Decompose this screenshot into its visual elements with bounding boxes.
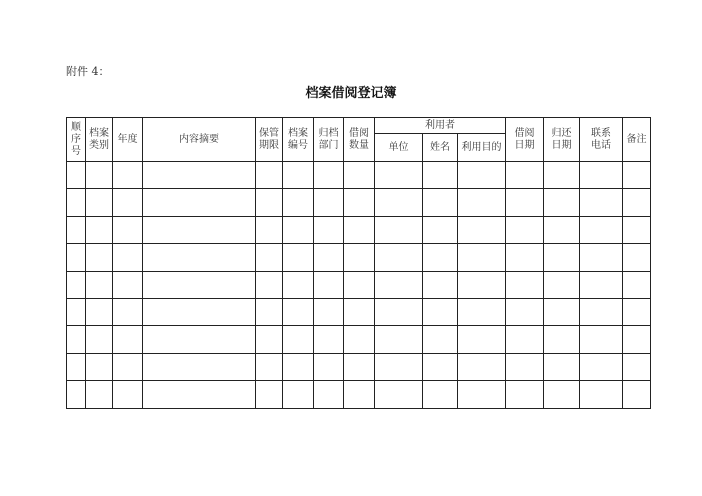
cell-phone[interactable] [580, 271, 623, 298]
cell-dept[interactable] [314, 381, 344, 408]
cell-category[interactable] [86, 189, 113, 216]
col-qty-header-line: 数量 [349, 139, 369, 151]
cell-seq[interactable] [67, 271, 86, 298]
cell-category[interactable] [86, 162, 113, 189]
cell-retention[interactable] [256, 244, 283, 271]
cell-year[interactable] [113, 162, 143, 189]
cell-borrow-date[interactable] [506, 381, 544, 408]
cell-summary[interactable] [143, 162, 256, 189]
cell-summary[interactable] [143, 271, 256, 298]
cell-summary[interactable] [143, 381, 256, 408]
col-qty-header-line: 借阅 [349, 127, 369, 139]
cell-name[interactable] [423, 216, 458, 243]
col-dept-header-line: 部门 [318, 139, 339, 151]
col-seq-header-line: 顺 [71, 121, 81, 133]
cell-file-no[interactable] [283, 353, 314, 380]
cell-return-date[interactable] [544, 271, 580, 298]
cell-borrow-date[interactable] [506, 216, 544, 243]
cell-name[interactable] [423, 244, 458, 271]
table-row [67, 162, 651, 189]
cell-year[interactable] [113, 381, 143, 408]
cell-qty[interactable] [344, 326, 375, 353]
col-category-header [86, 118, 113, 162]
cell-unit[interactable] [375, 326, 423, 353]
cell-remark[interactable] [623, 162, 651, 189]
cell-unit[interactable] [375, 298, 423, 325]
cell-borrow-date[interactable] [506, 326, 544, 353]
table-row [67, 189, 651, 216]
page-title: 档案借阅登记簿 [305, 86, 397, 101]
cell-return-date[interactable] [544, 326, 580, 353]
col-seq-header-line: 号 [71, 145, 81, 157]
table-row [67, 271, 651, 298]
cell-remark[interactable] [623, 216, 651, 243]
col-dept-header [314, 118, 344, 162]
cell-return-date[interactable] [544, 189, 580, 216]
borrow-register-table [66, 117, 651, 409]
col-file-no-header [283, 118, 314, 162]
cell-purpose[interactable] [458, 381, 506, 408]
cell-seq[interactable] [67, 244, 86, 271]
cell-dept[interactable] [314, 298, 344, 325]
col-return-date-header [544, 118, 580, 162]
col-phone-header-line: 电话 [591, 139, 612, 151]
col-borrow-date-header [506, 118, 544, 162]
table-row [67, 381, 651, 408]
cell-summary[interactable] [143, 189, 256, 216]
cell-borrow-date[interactable] [506, 244, 544, 271]
cell-name[interactable] [423, 271, 458, 298]
cell-remark[interactable] [623, 381, 651, 408]
cell-purpose[interactable] [458, 189, 506, 216]
table-row [67, 298, 651, 325]
cell-summary[interactable] [143, 298, 256, 325]
cell-phone[interactable] [580, 189, 623, 216]
col-unit-header: 单位 [375, 134, 423, 162]
cell-retention[interactable] [256, 381, 283, 408]
cell-year[interactable] [113, 189, 143, 216]
cell-unit[interactable] [375, 189, 423, 216]
cell-unit[interactable] [375, 244, 423, 271]
cell-file-no[interactable] [283, 162, 314, 189]
cell-year[interactable] [113, 298, 143, 325]
cell-qty[interactable] [344, 298, 375, 325]
table-row [67, 216, 651, 243]
cell-dept[interactable] [314, 326, 344, 353]
cell-borrow-date[interactable] [506, 298, 544, 325]
cell-file-no[interactable] [283, 216, 314, 243]
col-retention-header [256, 118, 283, 162]
cell-purpose[interactable] [458, 244, 506, 271]
cell-name[interactable] [423, 381, 458, 408]
cell-seq[interactable] [67, 326, 86, 353]
cell-dept[interactable] [314, 189, 344, 216]
cell-year[interactable] [113, 216, 143, 243]
cell-year[interactable] [113, 326, 143, 353]
cell-seq[interactable] [67, 162, 86, 189]
cell-remark[interactable] [623, 298, 651, 325]
cell-qty[interactable] [344, 216, 375, 243]
cell-phone[interactable] [580, 216, 623, 243]
cell-name[interactable] [423, 353, 458, 380]
cell-unit[interactable] [375, 271, 423, 298]
table-row [67, 244, 651, 271]
cell-file-no[interactable] [283, 244, 314, 271]
col-user-group-header: 利用者 [375, 118, 506, 134]
col-seq-header-line: 序 [71, 133, 81, 145]
cell-category[interactable] [86, 326, 113, 353]
table-row [67, 353, 651, 380]
col-year-header: 年度 [113, 118, 143, 162]
cell-category[interactable] [86, 353, 113, 380]
cell-summary[interactable] [143, 244, 256, 271]
attachment-label: 附件 4： [66, 65, 110, 78]
table-body [67, 162, 651, 409]
cell-file-no[interactable] [283, 189, 314, 216]
cell-name[interactable] [423, 162, 458, 189]
col-retention-header-line: 保管 [259, 127, 279, 139]
cell-retention[interactable] [256, 189, 283, 216]
cell-file-no[interactable] [283, 298, 314, 325]
cell-purpose[interactable] [458, 298, 506, 325]
cell-dept[interactable] [314, 244, 344, 271]
cell-file-no[interactable] [283, 271, 314, 298]
cell-qty[interactable] [344, 381, 375, 408]
cell-file-no[interactable] [283, 381, 314, 408]
cell-category[interactable] [86, 381, 113, 408]
cell-year[interactable] [113, 244, 143, 271]
table-header [67, 118, 651, 162]
cell-purpose[interactable] [458, 216, 506, 243]
cell-unit[interactable] [375, 353, 423, 380]
cell-dept[interactable] [314, 162, 344, 189]
cell-phone[interactable] [580, 353, 623, 380]
cell-summary[interactable] [143, 216, 256, 243]
cell-seq[interactable] [67, 189, 86, 216]
cell-return-date[interactable] [544, 298, 580, 325]
col-file-no-header-line: 档案 [288, 127, 308, 139]
col-return-date-header-line: 日期 [551, 139, 572, 151]
cell-phone[interactable] [580, 326, 623, 353]
table-row [67, 326, 651, 353]
col-dept-header-line: 归档 [318, 127, 339, 139]
cell-borrow-date[interactable] [506, 353, 544, 380]
cell-return-date[interactable] [544, 162, 580, 189]
cell-borrow-date[interactable] [506, 189, 544, 216]
cell-year[interactable] [113, 271, 143, 298]
cell-retention[interactable] [256, 162, 283, 189]
cell-remark[interactable] [623, 271, 651, 298]
cell-file-no[interactable] [283, 326, 314, 353]
cell-summary[interactable] [143, 326, 256, 353]
cell-category[interactable] [86, 271, 113, 298]
cell-phone[interactable] [580, 381, 623, 408]
cell-seq[interactable] [67, 216, 86, 243]
col-phone-header [580, 118, 623, 162]
col-purpose-header: 利用目的 [458, 134, 506, 162]
col-remark-header: 备注 [623, 118, 651, 162]
cell-summary[interactable] [143, 353, 256, 380]
col-seq-header [67, 118, 86, 162]
cell-seq[interactable] [67, 353, 86, 380]
cell-qty[interactable] [344, 162, 375, 189]
cell-unit[interactable] [375, 216, 423, 243]
cell-return-date[interactable] [544, 216, 580, 243]
cell-name[interactable] [423, 298, 458, 325]
cell-seq[interactable] [67, 298, 86, 325]
cell-phone[interactable] [580, 162, 623, 189]
cell-retention[interactable] [256, 298, 283, 325]
col-return-date-header-line: 归还 [551, 127, 572, 139]
cell-category[interactable] [86, 216, 113, 243]
cell-unit[interactable] [375, 162, 423, 189]
cell-remark[interactable] [623, 326, 651, 353]
col-category-header-line: 类别 [89, 139, 109, 151]
cell-phone[interactable] [580, 244, 623, 271]
cell-year[interactable] [113, 353, 143, 380]
cell-seq[interactable] [67, 381, 86, 408]
cell-retention[interactable] [256, 326, 283, 353]
cell-dept[interactable] [314, 353, 344, 380]
cell-name[interactable] [423, 326, 458, 353]
col-borrow-date-header-line: 日期 [514, 139, 535, 151]
cell-return-date[interactable] [544, 353, 580, 380]
cell-purpose[interactable] [458, 353, 506, 380]
cell-retention[interactable] [256, 271, 283, 298]
cell-borrow-date[interactable] [506, 162, 544, 189]
col-retention-header-line: 期限 [259, 139, 279, 151]
col-name-header: 姓名 [423, 134, 458, 162]
cell-phone[interactable] [580, 298, 623, 325]
cell-category[interactable] [86, 298, 113, 325]
cell-return-date[interactable] [544, 381, 580, 408]
col-phone-header-line: 联系 [591, 127, 612, 139]
cell-unit[interactable] [375, 381, 423, 408]
cell-name[interactable] [423, 189, 458, 216]
cell-qty[interactable] [344, 189, 375, 216]
col-file-no-header-line: 编号 [288, 139, 308, 151]
col-qty-header [344, 118, 375, 162]
cell-dept[interactable] [314, 216, 344, 243]
cell-remark[interactable] [623, 189, 651, 216]
cell-qty[interactable] [344, 271, 375, 298]
cell-retention[interactable] [256, 216, 283, 243]
col-summary-header: 内容摘要 [143, 118, 256, 162]
cell-dept[interactable] [314, 271, 344, 298]
cell-borrow-date[interactable] [506, 271, 544, 298]
cell-remark[interactable] [623, 244, 651, 271]
cell-qty[interactable] [344, 244, 375, 271]
cell-return-date[interactable] [544, 244, 580, 271]
cell-purpose[interactable] [458, 162, 506, 189]
col-borrow-date-header-line: 借阅 [514, 127, 535, 139]
cell-retention[interactable] [256, 353, 283, 380]
cell-remark[interactable] [623, 353, 651, 380]
cell-purpose[interactable] [458, 326, 506, 353]
cell-qty[interactable] [344, 353, 375, 380]
cell-category[interactable] [86, 244, 113, 271]
col-category-header-line: 档案 [89, 127, 109, 139]
cell-purpose[interactable] [458, 271, 506, 298]
